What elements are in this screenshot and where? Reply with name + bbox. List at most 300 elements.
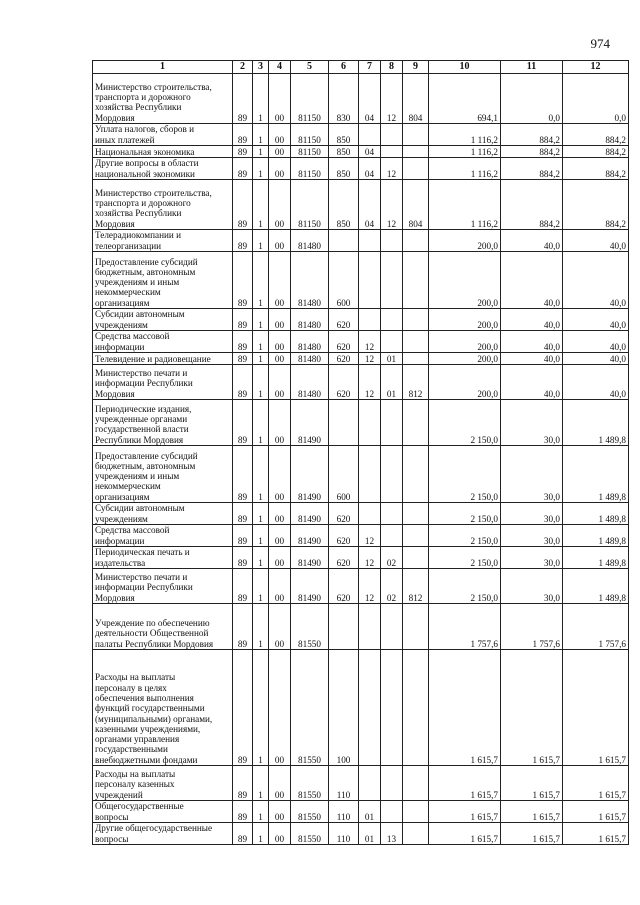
row-cell-c7: 01: [359, 801, 381, 823]
row-cell-c7: 04: [359, 158, 381, 180]
row-cell-c7: 12: [359, 331, 381, 353]
row-cell-c2: 89: [233, 74, 253, 124]
table-row: [93, 252, 629, 309]
row-name-cell: Телерадиокомпании и телеорганизации: [93, 230, 233, 252]
row-cell-c3: 1: [253, 766, 269, 801]
row-cell-c5: 81150: [291, 146, 329, 158]
row-cell-c11: 0,0: [501, 74, 563, 124]
row-cell-c11: 40,0: [501, 309, 563, 331]
row-cell-c10: 200,0: [429, 309, 501, 331]
row-cell-c8: 01: [381, 353, 403, 365]
row-cell-c12: 1 615,7: [563, 650, 629, 766]
header-cell-4: 4: [269, 61, 291, 74]
row-cell-c11: 30,0: [501, 569, 563, 604]
row-cell-c8: 12: [381, 74, 403, 124]
row-cell-c10: 200,0: [429, 252, 501, 309]
row-cell-c2: 89: [233, 146, 253, 158]
row-cell-c8: [381, 146, 403, 158]
row-cell-c7: [359, 400, 381, 446]
row-cell-c12: 40,0: [563, 309, 629, 331]
row-cell-c11: 1 615,7: [501, 766, 563, 801]
budget-table: [92, 60, 629, 845]
row-cell-c9: [403, 503, 429, 525]
row-cell-c4: 00: [269, 503, 291, 525]
row-cell-c12: 40,0: [563, 331, 629, 353]
row-cell-c7: 01: [359, 823, 381, 845]
table-row: [93, 365, 629, 400]
row-cell-c12: 1 757,6: [563, 604, 629, 650]
row-cell-c3: 1: [253, 252, 269, 309]
row-cell-c6: 620: [329, 569, 359, 604]
row-cell-c5: 81490: [291, 446, 329, 503]
row-cell-c11: 30,0: [501, 400, 563, 446]
row-cell-c5: 81550: [291, 823, 329, 845]
row-cell-c7: [359, 766, 381, 801]
row-cell-c7: 12: [359, 547, 381, 569]
table-row: [93, 569, 629, 604]
row-cell-c10: 1 116,2: [429, 124, 501, 146]
row-cell-c5: 81550: [291, 604, 329, 650]
header-cell-5: 5: [291, 61, 329, 74]
row-cell-c3: 1: [253, 146, 269, 158]
row-cell-c10: 1 757,6: [429, 604, 501, 650]
row-name-cell: Другие общегосударственные вопросы: [93, 823, 233, 845]
row-cell-c9: [403, 604, 429, 650]
row-name-cell: Средства массовой информации: [93, 331, 233, 353]
row-cell-c10: 1 116,2: [429, 146, 501, 158]
row-name-cell: Уплата налогов, сборов и иных платежей: [93, 124, 233, 146]
row-cell-c4: 00: [269, 331, 291, 353]
row-cell-c2: 89: [233, 400, 253, 446]
header-cell-8: 8: [381, 61, 403, 74]
header-cell-11: 11: [501, 61, 563, 74]
row-cell-c12: 1 615,7: [563, 801, 629, 823]
row-cell-c11: 40,0: [501, 353, 563, 365]
row-cell-c7: 04: [359, 180, 381, 230]
row-cell-c5: 81150: [291, 158, 329, 180]
row-cell-c5: 81490: [291, 547, 329, 569]
row-cell-c9: [403, 252, 429, 309]
row-cell-c3: 1: [253, 801, 269, 823]
row-cell-c3: 1: [253, 230, 269, 252]
row-cell-c2: 89: [233, 650, 253, 766]
row-cell-c4: 00: [269, 309, 291, 331]
row-cell-c4: 00: [269, 180, 291, 230]
row-cell-c7: 12: [359, 569, 381, 604]
row-cell-c10: 2 150,0: [429, 547, 501, 569]
row-cell-c7: 12: [359, 525, 381, 547]
row-cell-c4: 00: [269, 158, 291, 180]
row-cell-c11: 884,2: [501, 180, 563, 230]
table-row: [93, 74, 629, 124]
row-cell-c3: 1: [253, 331, 269, 353]
row-cell-c3: 1: [253, 604, 269, 650]
row-cell-c12: 40,0: [563, 365, 629, 400]
row-cell-c7: [359, 604, 381, 650]
row-name-cell: Субсидии автономным учреждениям: [93, 503, 233, 525]
table-header: [93, 61, 629, 74]
row-cell-c5: 81480: [291, 353, 329, 365]
row-name-cell: Телевидение и радиовещание: [93, 353, 233, 365]
row-cell-c2: 89: [233, 766, 253, 801]
row-cell-c8: [381, 124, 403, 146]
row-cell-c2: 89: [233, 124, 253, 146]
header-cell-3: 3: [253, 61, 269, 74]
row-cell-c2: 89: [233, 604, 253, 650]
row-cell-c5: 81490: [291, 525, 329, 547]
row-cell-c12: 1 489,8: [563, 547, 629, 569]
row-cell-c9: [403, 309, 429, 331]
row-cell-c9: [403, 766, 429, 801]
header-cell-1: 1: [93, 61, 233, 74]
row-cell-c5: 81480: [291, 230, 329, 252]
row-cell-c5: 81480: [291, 331, 329, 353]
table-row: [93, 180, 629, 230]
row-cell-c4: 00: [269, 547, 291, 569]
row-cell-c11: 30,0: [501, 446, 563, 503]
row-cell-c4: 00: [269, 604, 291, 650]
row-cell-c2: 89: [233, 823, 253, 845]
row-cell-c6: 620: [329, 331, 359, 353]
row-cell-c8: [381, 525, 403, 547]
row-cell-c2: 89: [233, 503, 253, 525]
row-cell-c3: 1: [253, 124, 269, 146]
row-cell-c5: 81550: [291, 766, 329, 801]
row-cell-c12: 1 615,7: [563, 766, 629, 801]
row-cell-c4: 00: [269, 365, 291, 400]
row-cell-c8: [381, 230, 403, 252]
row-cell-c11: 40,0: [501, 365, 563, 400]
row-cell-c4: 00: [269, 146, 291, 158]
table-body: [93, 74, 629, 845]
row-cell-c11: 884,2: [501, 146, 563, 158]
row-cell-c12: 1 489,8: [563, 400, 629, 446]
row-cell-c3: 1: [253, 400, 269, 446]
table-row: [93, 230, 629, 252]
row-cell-c6: 850: [329, 158, 359, 180]
row-cell-c6: 620: [329, 353, 359, 365]
row-cell-c6: 830: [329, 74, 359, 124]
row-cell-c3: 1: [253, 547, 269, 569]
row-cell-c4: 00: [269, 400, 291, 446]
row-cell-c6: 110: [329, 766, 359, 801]
row-cell-c5: 81550: [291, 650, 329, 766]
row-cell-c10: 200,0: [429, 331, 501, 353]
row-cell-c6: 620: [329, 309, 359, 331]
row-cell-c11: 40,0: [501, 331, 563, 353]
row-cell-c8: [381, 801, 403, 823]
row-cell-c10: 200,0: [429, 365, 501, 400]
table-row: [93, 604, 629, 650]
row-name-cell: Предоставление субсидий бюджетным, автономным учреждениям и иным некоммерческим организациям: [93, 446, 233, 503]
row-cell-c11: 40,0: [501, 230, 563, 252]
row-cell-c6: [329, 604, 359, 650]
row-cell-c12: 884,2: [563, 124, 629, 146]
row-cell-c9: 804: [403, 180, 429, 230]
row-cell-c3: 1: [253, 365, 269, 400]
row-cell-c2: 89: [233, 365, 253, 400]
row-cell-c8: [381, 604, 403, 650]
row-name-cell: Министерство строительства, транспорта и дорожного хозяйства Республики Мордовия: [93, 180, 233, 230]
row-cell-c8: 12: [381, 158, 403, 180]
row-cell-c8: [381, 650, 403, 766]
table-row: [93, 400, 629, 446]
row-cell-c9: [403, 146, 429, 158]
row-cell-c9: [403, 331, 429, 353]
row-cell-c6: 850: [329, 180, 359, 230]
row-cell-c10: 1 615,7: [429, 823, 501, 845]
row-name-cell: Субсидии автономным учреждениям: [93, 309, 233, 331]
row-cell-c10: 2 150,0: [429, 569, 501, 604]
row-cell-c6: 620: [329, 525, 359, 547]
row-cell-c4: 00: [269, 230, 291, 252]
row-cell-c2: 89: [233, 525, 253, 547]
row-cell-c4: 00: [269, 252, 291, 309]
table-row: [93, 353, 629, 365]
row-cell-c7: [359, 230, 381, 252]
page-number: 974: [590, 36, 610, 51]
row-cell-c2: 89: [233, 446, 253, 503]
row-cell-c7: [359, 124, 381, 146]
row-cell-c12: 1 615,7: [563, 823, 629, 845]
row-name-cell: Другие вопросы в области национальной экономики: [93, 158, 233, 180]
row-name-cell: Расходы на выплаты персоналу в целях обеспечения выполнения функций государственными (муниципальными) органами, казенными учреждениями, органами управления государственными внебюджетными фондами: [93, 650, 233, 766]
row-cell-c12: 1 489,8: [563, 503, 629, 525]
row-cell-c4: 00: [269, 801, 291, 823]
row-cell-c5: 81150: [291, 180, 329, 230]
row-cell-c2: 89: [233, 331, 253, 353]
row-cell-c9: [403, 400, 429, 446]
row-cell-c12: 884,2: [563, 158, 629, 180]
row-cell-c3: 1: [253, 446, 269, 503]
row-cell-c4: 00: [269, 766, 291, 801]
row-cell-c3: 1: [253, 180, 269, 230]
row-cell-c9: 812: [403, 365, 429, 400]
row-cell-c10: 2 150,0: [429, 503, 501, 525]
row-cell-c2: 89: [233, 801, 253, 823]
row-cell-c9: [403, 547, 429, 569]
row-cell-c7: 04: [359, 74, 381, 124]
row-name-cell: Министерство печати и информации Республики Мордовия: [93, 569, 233, 604]
row-name-cell: Министерство печати и информации Республики Мордовия: [93, 365, 233, 400]
row-cell-c12: 884,2: [563, 180, 629, 230]
row-cell-c2: 89: [233, 230, 253, 252]
table-row: [93, 146, 629, 158]
table-row: [93, 547, 629, 569]
row-cell-c8: [381, 766, 403, 801]
row-cell-c7: [359, 309, 381, 331]
row-cell-c4: 00: [269, 124, 291, 146]
row-cell-c4: 00: [269, 650, 291, 766]
row-name-cell: Предоставление субсидий бюджетным, автономным учреждениям и иным некоммерческим организациям: [93, 252, 233, 309]
row-cell-c5: 81490: [291, 503, 329, 525]
row-cell-c5: 81150: [291, 74, 329, 124]
row-cell-c6: 600: [329, 252, 359, 309]
table-row: [93, 446, 629, 503]
row-cell-c4: 00: [269, 353, 291, 365]
row-cell-c9: 804: [403, 74, 429, 124]
row-cell-c12: 40,0: [563, 252, 629, 309]
row-cell-c10: 1 116,2: [429, 180, 501, 230]
row-cell-c6: 110: [329, 823, 359, 845]
row-cell-c8: 13: [381, 823, 403, 845]
row-cell-c2: 89: [233, 547, 253, 569]
row-cell-c2: 89: [233, 569, 253, 604]
header-cell-6: 6: [329, 61, 359, 74]
row-cell-c10: 1 615,7: [429, 801, 501, 823]
table-row: [93, 801, 629, 823]
row-cell-c6: [329, 230, 359, 252]
row-cell-c7: [359, 252, 381, 309]
row-name-cell: Министерство строительства, транспорта и дорожного хозяйства Республики Мордовия: [93, 74, 233, 124]
row-cell-c10: 2 150,0: [429, 525, 501, 547]
row-cell-c9: [403, 650, 429, 766]
row-cell-c10: 2 150,0: [429, 446, 501, 503]
row-name-cell: Средства массовой информации: [93, 525, 233, 547]
row-cell-c10: 1 615,7: [429, 766, 501, 801]
table-row: [93, 525, 629, 547]
row-cell-c8: 02: [381, 547, 403, 569]
row-cell-c2: 89: [233, 309, 253, 331]
table-row: [93, 158, 629, 180]
row-cell-c11: 30,0: [501, 525, 563, 547]
row-name-cell: Учреждение по обеспечению деятельности Общественной палаты Республики Мордовия: [93, 604, 233, 650]
row-cell-c7: [359, 503, 381, 525]
row-cell-c8: 02: [381, 569, 403, 604]
row-cell-c9: 812: [403, 569, 429, 604]
row-cell-c4: 00: [269, 446, 291, 503]
row-cell-c6: 850: [329, 124, 359, 146]
row-cell-c4: 00: [269, 525, 291, 547]
header-cell-2: 2: [233, 61, 253, 74]
table-row: [93, 766, 629, 801]
row-cell-c10: 1 116,2: [429, 158, 501, 180]
row-cell-c6: 620: [329, 503, 359, 525]
table-row: [93, 823, 629, 845]
row-cell-c4: 00: [269, 823, 291, 845]
row-cell-c3: 1: [253, 353, 269, 365]
row-cell-c6: 600: [329, 446, 359, 503]
row-name-cell: Национальная экономика: [93, 146, 233, 158]
table-row: [93, 309, 629, 331]
row-name-cell: Периодическая печать и издательства: [93, 547, 233, 569]
row-cell-c6: 620: [329, 365, 359, 400]
row-cell-c6: [329, 400, 359, 446]
table-row: [93, 503, 629, 525]
row-cell-c2: 89: [233, 252, 253, 309]
row-cell-c9: [403, 353, 429, 365]
row-cell-c11: 1 615,7: [501, 823, 563, 845]
row-cell-c9: [403, 230, 429, 252]
row-cell-c8: [381, 309, 403, 331]
row-cell-c12: 1 489,8: [563, 446, 629, 503]
header-cell-12: 12: [563, 61, 629, 74]
row-cell-c3: 1: [253, 569, 269, 604]
row-cell-c3: 1: [253, 525, 269, 547]
row-cell-c5: 81480: [291, 309, 329, 331]
row-cell-c7: [359, 650, 381, 766]
row-cell-c11: 40,0: [501, 252, 563, 309]
row-cell-c11: 1 757,6: [501, 604, 563, 650]
row-cell-c10: 200,0: [429, 230, 501, 252]
row-cell-c10: 1 615,7: [429, 650, 501, 766]
row-cell-c9: [403, 525, 429, 547]
table-row: [93, 331, 629, 353]
row-cell-c3: 1: [253, 823, 269, 845]
table-row: [93, 124, 629, 146]
row-cell-c11: 884,2: [501, 124, 563, 146]
row-cell-c11: 30,0: [501, 503, 563, 525]
header-cell-7: 7: [359, 61, 381, 74]
row-cell-c5: 81480: [291, 252, 329, 309]
row-cell-c10: 200,0: [429, 353, 501, 365]
row-cell-c6: 110: [329, 801, 359, 823]
row-cell-c3: 1: [253, 74, 269, 124]
row-cell-c6: 100: [329, 650, 359, 766]
row-cell-c5: 81480: [291, 365, 329, 400]
row-cell-c3: 1: [253, 503, 269, 525]
row-cell-c9: [403, 823, 429, 845]
row-cell-c6: 620: [329, 547, 359, 569]
row-cell-c3: 1: [253, 158, 269, 180]
row-cell-c3: 1: [253, 309, 269, 331]
row-cell-c12: 884,2: [563, 146, 629, 158]
row-cell-c9: [403, 124, 429, 146]
row-cell-c8: [381, 252, 403, 309]
row-cell-c11: 1 615,7: [501, 801, 563, 823]
row-cell-c12: 1 489,8: [563, 569, 629, 604]
row-cell-c8: [381, 446, 403, 503]
row-cell-c4: 00: [269, 569, 291, 604]
row-cell-c8: 01: [381, 365, 403, 400]
row-cell-c12: 40,0: [563, 353, 629, 365]
row-cell-c9: [403, 446, 429, 503]
row-cell-c7: [359, 446, 381, 503]
row-cell-c5: 81550: [291, 801, 329, 823]
row-cell-c8: [381, 503, 403, 525]
row-cell-c11: 884,2: [501, 158, 563, 180]
row-cell-c7: 12: [359, 353, 381, 365]
row-cell-c2: 89: [233, 353, 253, 365]
row-cell-c8: [381, 400, 403, 446]
table-row: [93, 650, 629, 766]
row-cell-c5: 81150: [291, 124, 329, 146]
row-cell-c11: 30,0: [501, 547, 563, 569]
row-cell-c4: 00: [269, 74, 291, 124]
header-row: [93, 61, 629, 74]
row-name-cell: Расходы на выплаты персоналу казенных учреждений: [93, 766, 233, 801]
row-cell-c12: 0,0: [563, 74, 629, 124]
row-cell-c5: 81490: [291, 569, 329, 604]
row-cell-c7: 12: [359, 365, 381, 400]
row-name-cell: Общегосударственные вопросы: [93, 801, 233, 823]
row-cell-c10: 2 150,0: [429, 400, 501, 446]
row-cell-c3: 1: [253, 650, 269, 766]
row-cell-c9: [403, 158, 429, 180]
row-cell-c5: 81490: [291, 400, 329, 446]
header-cell-9: 9: [403, 61, 429, 74]
row-cell-c10: 694,1: [429, 74, 501, 124]
row-cell-c12: 1 489,8: [563, 525, 629, 547]
row-cell-c8: [381, 331, 403, 353]
header-cell-10: 10: [429, 61, 501, 74]
row-cell-c8: 12: [381, 180, 403, 230]
row-name-cell: Периодические издания, учрежденные органами государственной власти Республики Мордовия: [93, 400, 233, 446]
row-cell-c6: 850: [329, 146, 359, 158]
row-cell-c12: 40,0: [563, 230, 629, 252]
row-cell-c2: 89: [233, 180, 253, 230]
row-cell-c11: 1 615,7: [501, 650, 563, 766]
